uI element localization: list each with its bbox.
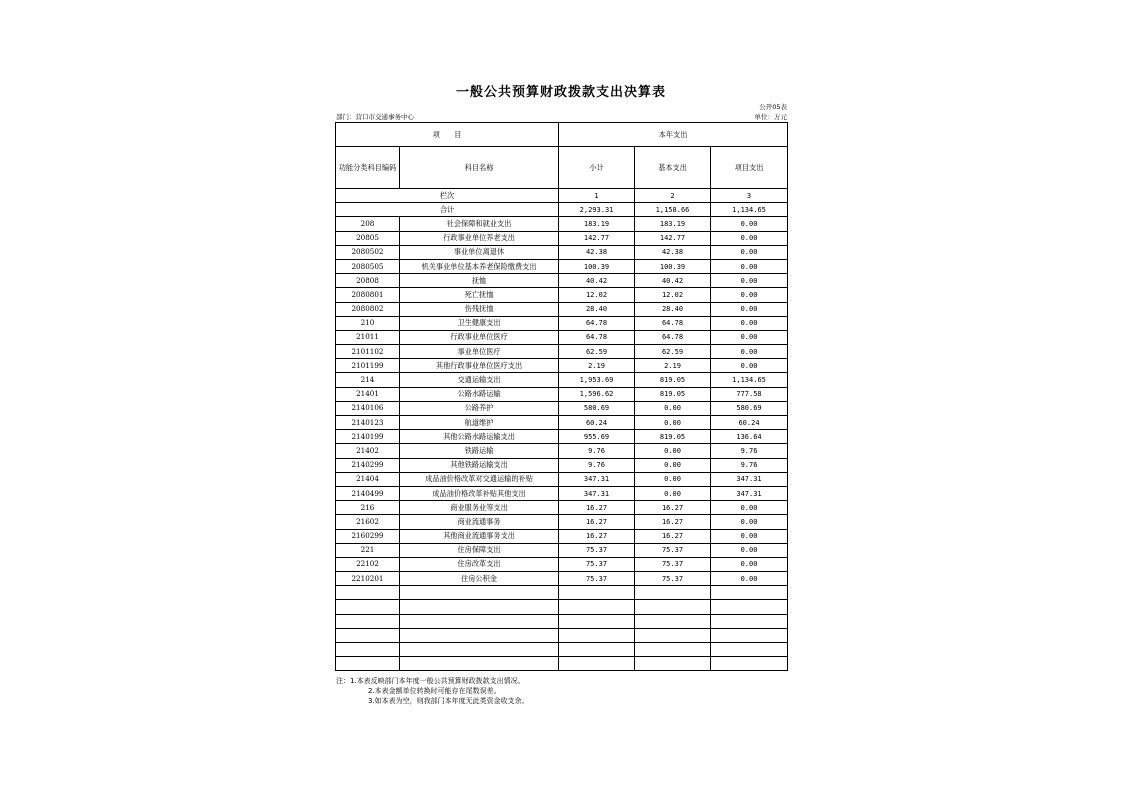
row-name: 成品油价格改革补贴其他支出 [400, 486, 559, 500]
row-project: 0.00 [711, 288, 788, 302]
note-3: 3.如本表为空，则我部门本年度无此类资金收支余。 [368, 697, 529, 705]
row-subtotal: 64.78 [559, 330, 635, 344]
row-project: 580.69 [711, 401, 788, 415]
row-subtotal: 60.24 [559, 416, 635, 430]
row-subtotal: 9.76 [559, 458, 635, 472]
row-code: 2101102 [336, 345, 400, 359]
row-project: 0.00 [711, 515, 788, 529]
row-basic: 62.59 [635, 345, 711, 359]
empty-cell [635, 614, 711, 628]
column-order-label: 栏次 [336, 189, 559, 203]
form-number: 公开05表 [759, 103, 787, 111]
empty-cell [635, 628, 711, 642]
row-name: 航道维护 [400, 416, 559, 430]
row-name: 铁路运输 [400, 444, 559, 458]
row-subtotal: 75.37 [559, 572, 635, 586]
row-subtotal: 64.78 [559, 316, 635, 330]
row-project: 0.00 [711, 330, 788, 344]
table-row [336, 387, 788, 401]
basic-column-header: 基本支出 [635, 147, 711, 189]
row-name: 其他行政事业单位医疗支出 [400, 359, 559, 373]
table-row [336, 557, 788, 571]
table-row [336, 259, 788, 273]
empty-cell [711, 586, 788, 600]
row-name: 行政事业单位养老支出 [400, 231, 559, 245]
row-project: 0.00 [711, 217, 788, 231]
empty-cell [400, 628, 559, 642]
row-basic: 142.77 [635, 231, 711, 245]
empty-cell [336, 586, 400, 600]
row-name: 成品油价格改革对交通运输的补贴 [400, 472, 559, 486]
row-subtotal: 2.19 [559, 359, 635, 373]
row-basic: 40.42 [635, 274, 711, 288]
row-subtotal: 100.39 [559, 259, 635, 273]
table-row [336, 444, 788, 458]
empty-cell [711, 628, 788, 642]
empty-row [336, 643, 788, 657]
row-code: 21402 [336, 444, 400, 458]
row-code: 2140299 [336, 458, 400, 472]
total-subtotal: 2,293.31 [559, 203, 635, 217]
row-basic: 28.40 [635, 302, 711, 316]
row-subtotal: 16.27 [559, 515, 635, 529]
row-basic: 64.78 [635, 330, 711, 344]
row-project: 0.00 [711, 501, 788, 515]
subtotal-column-header: 小计 [559, 147, 635, 189]
table-row [336, 231, 788, 245]
table-row [336, 245, 788, 259]
row-project: 1,134.65 [711, 373, 788, 387]
row-subtotal: 12.02 [559, 288, 635, 302]
empty-row [336, 628, 788, 642]
row-subtotal: 1,596.62 [559, 387, 635, 401]
empty-cell [559, 657, 635, 671]
row-project: 0.00 [711, 572, 788, 586]
row-code: 214 [336, 373, 400, 387]
row-basic: 819.05 [635, 430, 711, 444]
row-code: 2140106 [336, 401, 400, 415]
table-row [336, 529, 788, 543]
expenditure-table [335, 122, 788, 671]
code-column-header: 功能分类科目编码 [336, 147, 400, 189]
empty-cell [711, 614, 788, 628]
row-name: 其他商业流通事务支出 [400, 529, 559, 543]
total-basic: 1,158.66 [635, 203, 711, 217]
row-code: 2080801 [336, 288, 400, 302]
row-project: 777.58 [711, 387, 788, 401]
row-code: 21401 [336, 387, 400, 401]
table-row [336, 359, 788, 373]
row-basic: 0.00 [635, 416, 711, 430]
row-subtotal: 955.69 [559, 430, 635, 444]
row-code: 21602 [336, 515, 400, 529]
row-basic: 42.38 [635, 245, 711, 259]
row-name: 住房改革支出 [400, 557, 559, 571]
row-project: 0.00 [711, 345, 788, 359]
empty-cell [711, 657, 788, 671]
table-row [336, 416, 788, 430]
row-basic: 75.37 [635, 543, 711, 557]
row-subtotal: 62.59 [559, 345, 635, 359]
row-basic: 12.02 [635, 288, 711, 302]
row-project: 60.24 [711, 416, 788, 430]
row-name: 社会保障和就业支出 [400, 217, 559, 231]
empty-row [336, 614, 788, 628]
page-title: 一般公共预算财政拨款支出决算表 [455, 85, 666, 100]
row-name: 事业单位离退休 [400, 245, 559, 259]
notes [336, 676, 529, 706]
empty-cell [336, 628, 400, 642]
row-basic: 0.00 [635, 444, 711, 458]
empty-cell [336, 600, 400, 614]
row-basic: 16.27 [635, 515, 711, 529]
row-basic: 819.05 [635, 387, 711, 401]
table-row [336, 472, 788, 486]
row-basic: 75.37 [635, 572, 711, 586]
row-basic: 0.00 [635, 486, 711, 500]
row-project: 9.76 [711, 458, 788, 472]
row-project: 0.00 [711, 231, 788, 245]
empty-cell [635, 586, 711, 600]
row-project: 0.00 [711, 245, 788, 259]
empty-cell [711, 600, 788, 614]
row-code: 216 [336, 501, 400, 515]
row-code: 2160299 [336, 529, 400, 543]
table-row [336, 302, 788, 316]
current-year-header: 本年支出 [559, 123, 788, 147]
row-name: 其他公路水路运输支出 [400, 430, 559, 444]
row-name: 住房公积金 [400, 572, 559, 586]
row-subtotal: 40.42 [559, 274, 635, 288]
empty-row [336, 586, 788, 600]
table-row [336, 288, 788, 302]
row-code: 221 [336, 543, 400, 557]
row-subtotal: 75.37 [559, 557, 635, 571]
table-row [336, 345, 788, 359]
row-name: 公路养护 [400, 401, 559, 415]
row-code: 2140123 [336, 416, 400, 430]
row-code: 21404 [336, 472, 400, 486]
table-row [336, 430, 788, 444]
row-name: 其他铁路运输支出 [400, 458, 559, 472]
empty-cell [400, 586, 559, 600]
row-project: 0.00 [711, 302, 788, 316]
row-code: 2080505 [336, 259, 400, 273]
table-row [336, 401, 788, 415]
empty-cell [336, 643, 400, 657]
note-1: 注：1.本表反映部门本年度一般公共预算财政拨款支出情况。 [336, 677, 525, 685]
row-basic: 16.27 [635, 529, 711, 543]
row-subtotal: 16.27 [559, 501, 635, 515]
table-row [336, 274, 788, 288]
column-number-row [336, 189, 788, 203]
empty-row [336, 600, 788, 614]
row-basic: 0.00 [635, 472, 711, 486]
row-subtotal: 9.76 [559, 444, 635, 458]
row-project: 136.64 [711, 430, 788, 444]
row-code: 2080502 [336, 245, 400, 259]
total-row [336, 203, 788, 217]
row-code: 20808 [336, 274, 400, 288]
unit-label: 单位：万元 [754, 113, 787, 121]
table-row [336, 373, 788, 387]
table-row [336, 330, 788, 344]
row-code: 2140499 [336, 486, 400, 500]
empty-cell [559, 586, 635, 600]
row-project: 0.00 [711, 557, 788, 571]
column-number-2: 2 [635, 189, 711, 203]
row-project: 0.00 [711, 359, 788, 373]
row-project: 347.31 [711, 486, 788, 500]
column-number-3: 3 [711, 189, 788, 203]
empty-cell [635, 657, 711, 671]
table-row [336, 316, 788, 330]
row-name: 机关事业单位基本养老保险缴费支出 [400, 259, 559, 273]
empty-cell [559, 614, 635, 628]
department-label: 部门：营口市交通事务中心 [336, 113, 414, 121]
empty-cell [400, 657, 559, 671]
row-name: 住房保障支出 [400, 543, 559, 557]
row-code: 21011 [336, 330, 400, 344]
empty-cell [559, 600, 635, 614]
empty-cell [400, 600, 559, 614]
empty-cell [559, 643, 635, 657]
row-code: 2101199 [336, 359, 400, 373]
table-row [336, 217, 788, 231]
row-basic: 819.05 [635, 373, 711, 387]
table-row [336, 486, 788, 500]
row-subtotal: 16.27 [559, 529, 635, 543]
row-subtotal: 580.69 [559, 401, 635, 415]
row-subtotal: 75.37 [559, 543, 635, 557]
empty-cell [635, 600, 711, 614]
total-label: 合计 [336, 203, 559, 217]
row-name: 公路水路运输 [400, 387, 559, 401]
row-name: 交通运输支出 [400, 373, 559, 387]
row-basic: 16.27 [635, 501, 711, 515]
row-subtotal: 28.40 [559, 302, 635, 316]
row-basic: 2.19 [635, 359, 711, 373]
empty-cell [711, 643, 788, 657]
row-subtotal: 347.31 [559, 472, 635, 486]
project-column-header: 项目支出 [711, 147, 788, 189]
empty-cell [635, 643, 711, 657]
row-subtotal: 183.19 [559, 217, 635, 231]
note-2: 2.本表金额单位转换时可能存在尾数误差。 [368, 687, 501, 695]
empty-cell [336, 614, 400, 628]
row-code: 2140199 [336, 430, 400, 444]
header-row-1 [336, 123, 788, 147]
row-code: 22102 [336, 557, 400, 571]
empty-cell [400, 643, 559, 657]
row-basic: 0.00 [635, 401, 711, 415]
empty-cell [400, 614, 559, 628]
table-row [336, 458, 788, 472]
row-project: 0.00 [711, 316, 788, 330]
table-row [336, 501, 788, 515]
row-name: 商业服务业等支出 [400, 501, 559, 515]
row-subtotal: 1,953.69 [559, 373, 635, 387]
row-code: 208 [336, 217, 400, 231]
row-basic: 75.37 [635, 557, 711, 571]
row-name: 伤残抚恤 [400, 302, 559, 316]
project-header: 项 目 [336, 123, 559, 147]
row-basic: 100.39 [635, 259, 711, 273]
row-project: 0.00 [711, 543, 788, 557]
row-subtotal: 347.31 [559, 486, 635, 500]
column-number-1: 1 [559, 189, 635, 203]
header-row-2 [336, 147, 788, 189]
row-code: 2080802 [336, 302, 400, 316]
row-basic: 64.78 [635, 316, 711, 330]
row-project: 0.00 [711, 529, 788, 543]
row-basic: 0.00 [635, 458, 711, 472]
row-name: 抚恤 [400, 274, 559, 288]
row-project: 0.00 [711, 259, 788, 273]
row-project: 347.31 [711, 472, 788, 486]
row-subtotal: 142.77 [559, 231, 635, 245]
row-project: 9.76 [711, 444, 788, 458]
empty-row [336, 657, 788, 671]
row-code: 2210201 [336, 572, 400, 586]
row-name: 商业流通事务 [400, 515, 559, 529]
row-project: 0.00 [711, 274, 788, 288]
row-basic: 183.19 [635, 217, 711, 231]
empty-cell [559, 628, 635, 642]
row-name: 行政事业单位医疗 [400, 330, 559, 344]
total-project: 1,134.65 [711, 203, 788, 217]
empty-cell [336, 657, 400, 671]
table-row [336, 572, 788, 586]
table-row [336, 515, 788, 529]
row-name: 卫生健康支出 [400, 316, 559, 330]
row-code: 20805 [336, 231, 400, 245]
row-code: 210 [336, 316, 400, 330]
row-name: 事业单位医疗 [400, 345, 559, 359]
name-column-header: 科目名称 [400, 147, 559, 189]
table-row [336, 543, 788, 557]
row-subtotal: 42.38 [559, 245, 635, 259]
row-name: 死亡抚恤 [400, 288, 559, 302]
